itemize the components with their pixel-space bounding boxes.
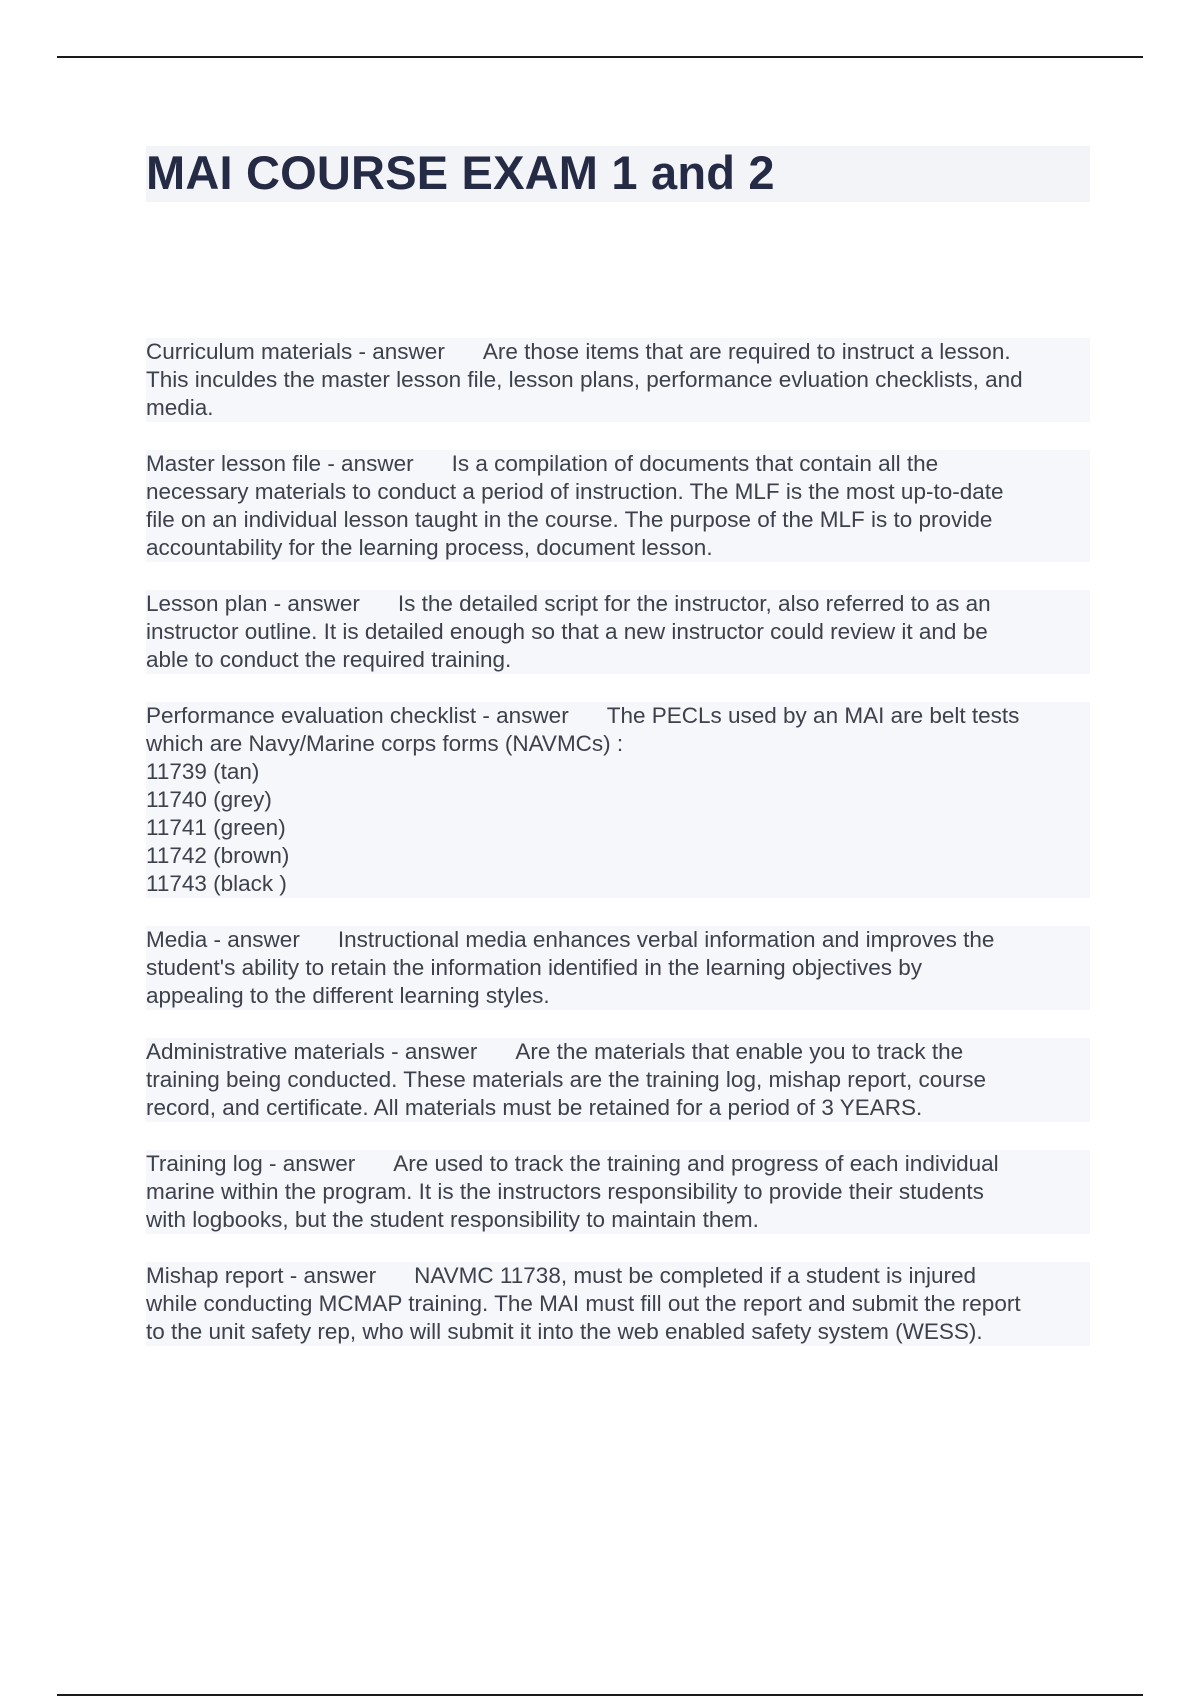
entry-answer-line: NAVMC 11738, must be completed if a student is injured — [414, 1263, 977, 1288]
entry-answer-line: to the unit safety rep, who will submit it into the web enabled safety system (WESS). — [146, 1318, 1090, 1346]
entry-answer-line: necessary materials to conduct a period of instruction. The MLF is the most up-to-date — [146, 478, 1090, 506]
entry-first-line — [146, 1038, 1090, 1066]
top-rule — [57, 56, 1143, 58]
belt-form-item: 11741 (green) — [146, 814, 1090, 842]
belt-form-item: 11740 (grey) — [146, 786, 1090, 814]
entry-answer-line: while conducting MCMAP training. The MAI must fill out the report and submit the report — [146, 1290, 1090, 1318]
entry-answer-line: training being conducted. These materials are the training log, mishap report, course — [146, 1066, 1090, 1094]
entry-term: Administrative materials - answer — [146, 1039, 478, 1064]
entry-first-line — [146, 702, 1090, 730]
flashcard-entry — [146, 702, 1090, 898]
bottom-rule — [57, 1694, 1143, 1696]
entry-first-line — [146, 926, 1090, 954]
entry-first-line — [146, 590, 1090, 618]
belt-form-item: 11742 (brown) — [146, 842, 1090, 870]
flashcard-entry — [146, 1038, 1090, 1122]
flashcard-list — [146, 338, 1090, 1374]
entry-answer-line: media. — [146, 394, 1090, 422]
entry-answer-line: Is a compilation of documents that contain all the — [451, 451, 939, 476]
entry-term: Performance evaluation checklist - answer — [146, 703, 569, 728]
entry-answer-line: Are those items that are required to instruct a lesson. — [482, 339, 1011, 364]
belt-form-item: 11743 (black ) — [146, 870, 1090, 898]
flashcard-entry — [146, 926, 1090, 1010]
entry-answer-line: accountability for the learning process, document lesson. — [146, 534, 1090, 562]
belt-form-item: 11739 (tan) — [146, 758, 1090, 786]
entry-term: Lesson plan - answer — [146, 591, 360, 616]
flashcard-entry — [146, 1262, 1090, 1346]
entry-first-line — [146, 338, 1090, 366]
entry-term: Curriculum materials - answer — [146, 339, 445, 364]
flashcard-entry — [146, 590, 1090, 674]
entry-term: Mishap report - answer — [146, 1263, 377, 1288]
entry-answer-line: record, and certificate. All materials must be retained for a period of 3 YEARS. — [146, 1094, 1090, 1122]
entry-answer-line: appealing to the different learning styles. — [146, 982, 1090, 1010]
flashcard-entry — [146, 450, 1090, 562]
entry-term: Training log - answer — [146, 1151, 356, 1176]
entry-answer-line: marine within the program. It is the instructors responsibility to provide their students — [146, 1178, 1090, 1206]
flashcard-entry — [146, 338, 1090, 422]
entry-answer-line: This inculdes the master lesson file, lesson plans, performance evluation checklists, and — [146, 366, 1090, 394]
entry-answer-line: Is the detailed script for the instructor, also referred to as an — [397, 591, 991, 616]
page-title: MAI COURSE EXAM 1 and 2 — [146, 146, 775, 199]
entry-answer-line: student's ability to retain the information identified in the learning objectives by — [146, 954, 1090, 982]
entry-term: Master lesson file - answer — [146, 451, 414, 476]
flashcard-entry — [146, 1150, 1090, 1234]
entry-term: Media - answer — [146, 927, 300, 952]
entry-first-line — [146, 1150, 1090, 1178]
entry-answer-line: The PECLs used by an MAI are belt tests — [606, 703, 1020, 728]
entry-answer-line: file on an individual lesson taught in the course. The purpose of the MLF is to provide — [146, 506, 1090, 534]
entry-answer-line: able to conduct the required training. — [146, 646, 1090, 674]
entry-answer-line: which are Navy/Marine corps forms (NAVMCs) : — [146, 730, 1090, 758]
entry-answer-line: Instructional media enhances verbal information and improves the — [337, 927, 995, 952]
entry-answer-line: Are used to track the training and progress of each individual — [393, 1151, 999, 1176]
entry-answer-line: Are the materials that enable you to track the — [515, 1039, 964, 1064]
entry-answer-line: with logbooks, but the student responsibility to maintain them. — [146, 1206, 1090, 1234]
entry-first-line — [146, 450, 1090, 478]
entry-first-line — [146, 1262, 1090, 1290]
entry-answer-line: instructor outline. It is detailed enough so that a new instructor could review it and be — [146, 618, 1090, 646]
